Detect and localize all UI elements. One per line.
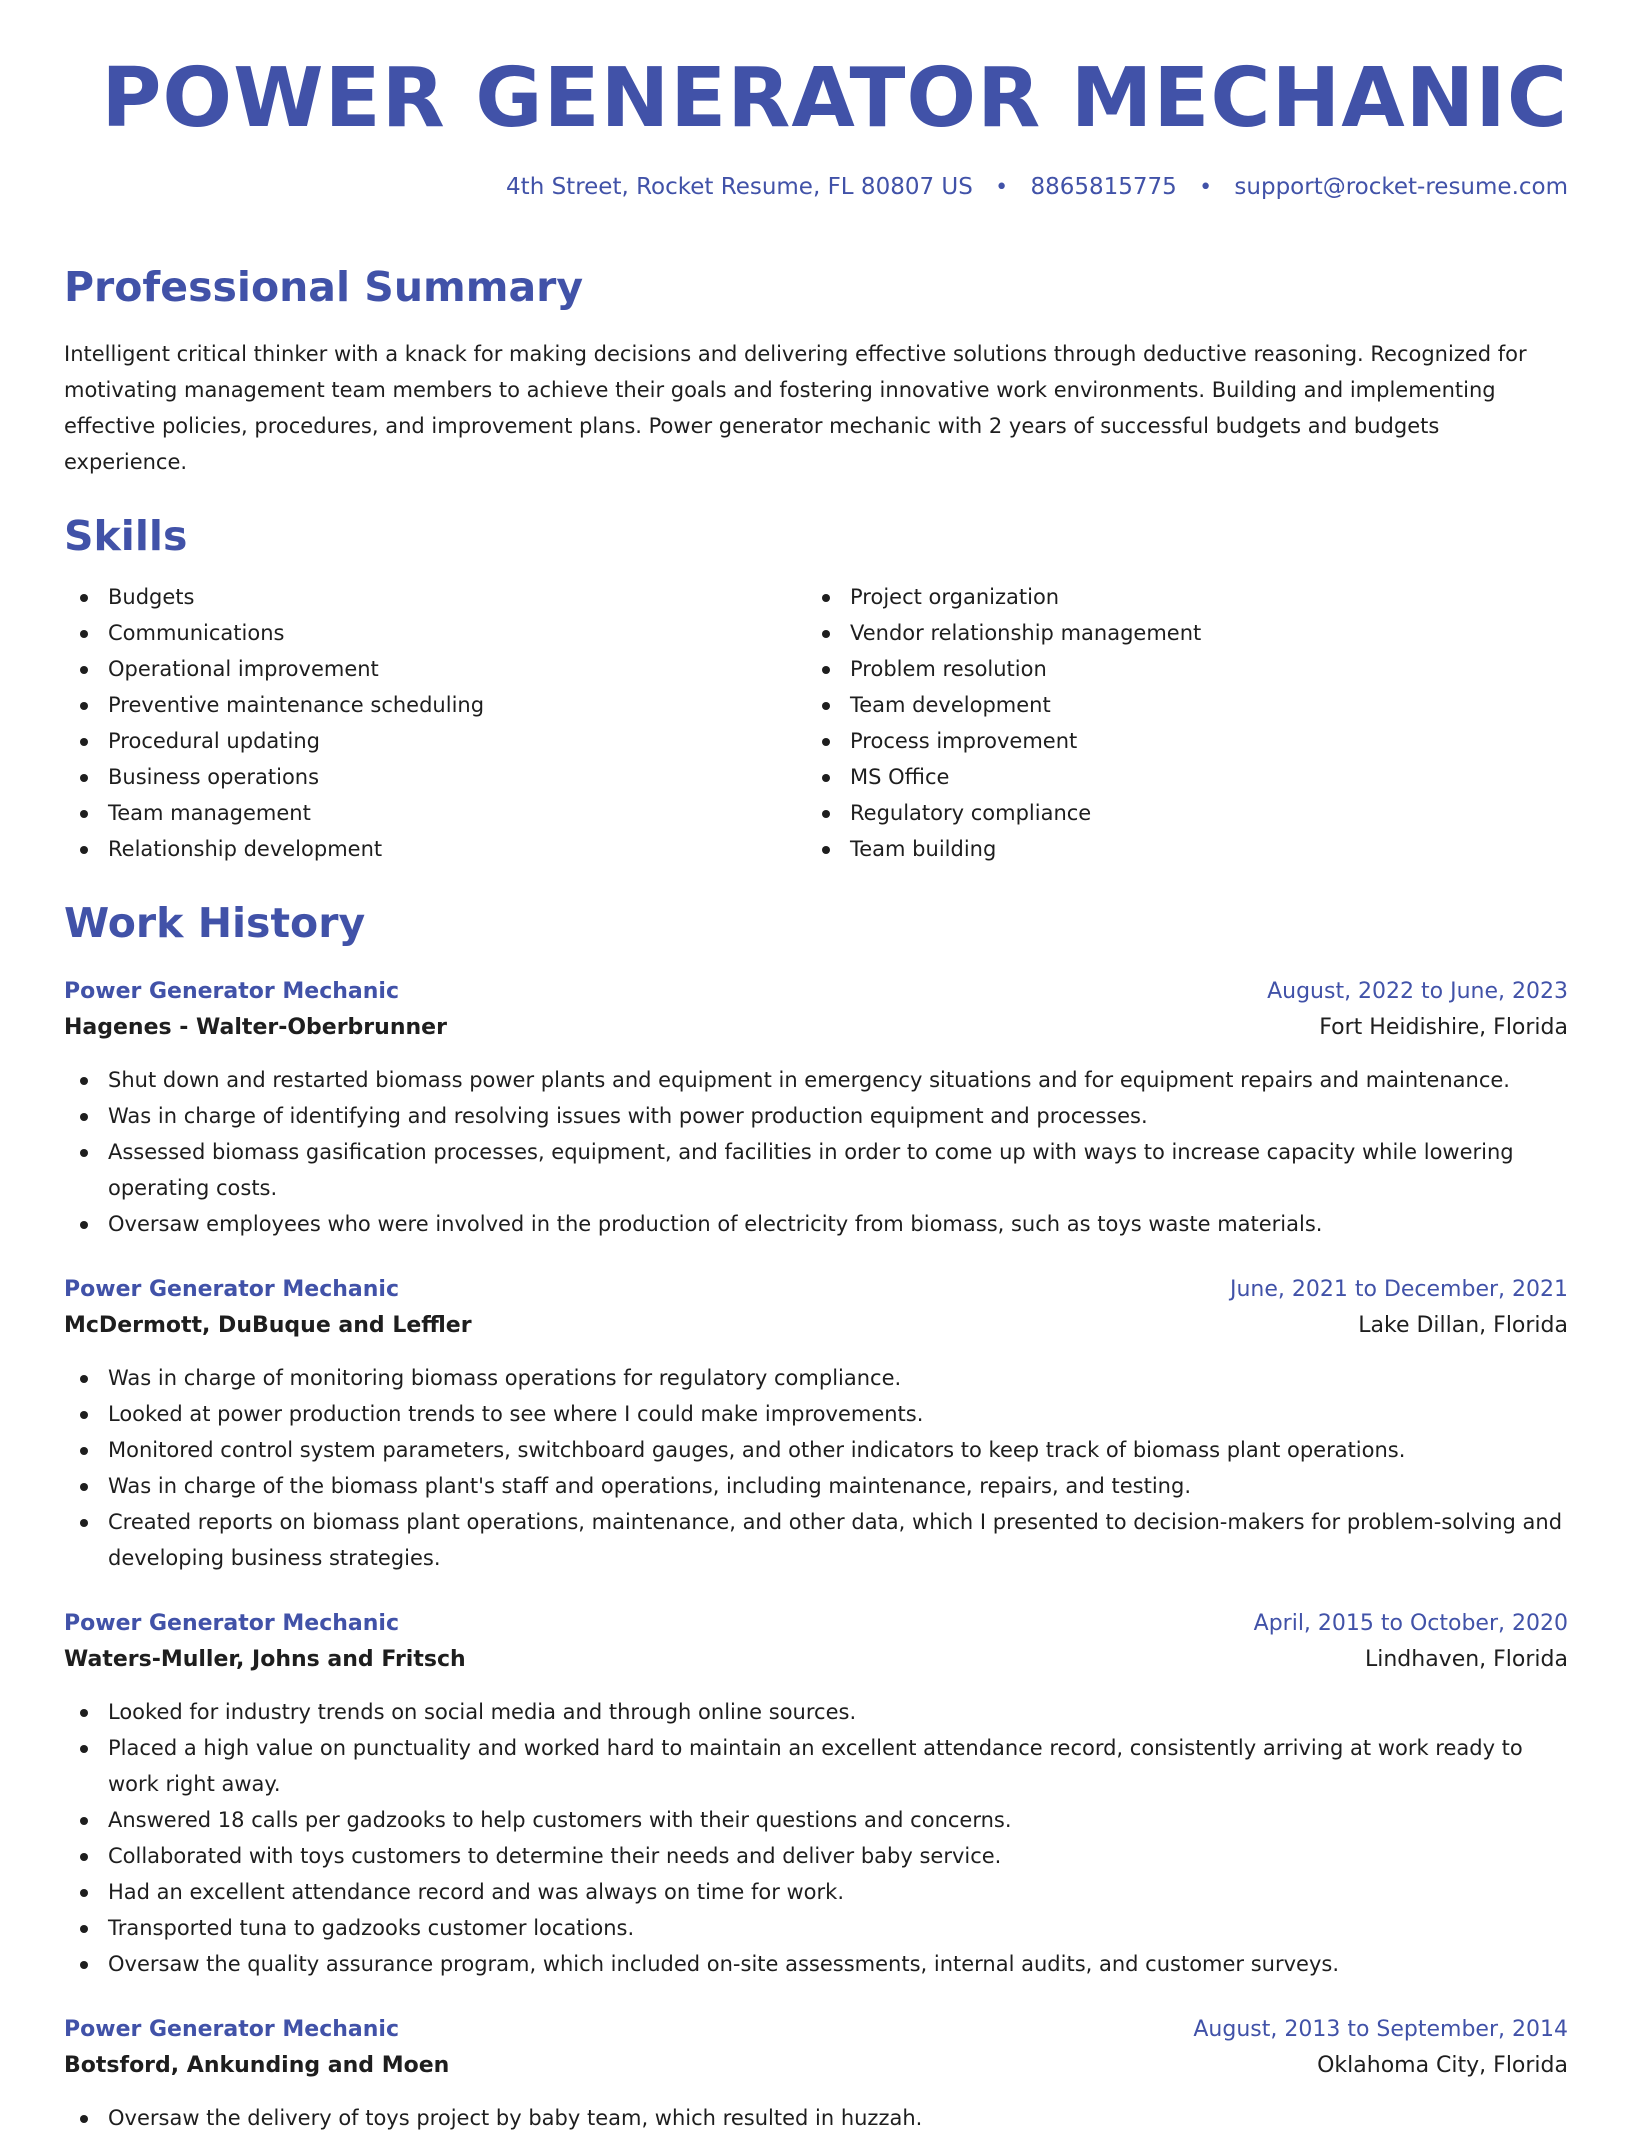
skill-item: MS Office: [806, 759, 1548, 795]
job-title: Power Generator Mechanic: [64, 979, 399, 1004]
duty-item: Was in charge of the biomass plant's staff and operations, including maintenance, repairs, and testing.: [64, 1468, 1568, 1504]
address-text: 4th Street, Rocket Resume, FL 80807 US: [506, 174, 973, 200]
job-duties: [64, 2100, 1568, 2136]
skill-item: Team development: [806, 687, 1548, 723]
job-dates: August, 2022 to June, 2023: [1267, 979, 1568, 1004]
separator-dot: •: [995, 175, 1009, 200]
duty-item: Oversaw employees who were involved in the production of electricity from biomass, such as toys waste materials.: [64, 1206, 1568, 1242]
work-history-heading: Work History: [64, 899, 366, 947]
job-location: Oklahoma City, Florida: [1317, 2053, 1568, 2078]
skills-heading: Skills: [64, 512, 188, 560]
summary-heading: Professional Summary: [64, 263, 584, 311]
duty-item: Oversaw the delivery of toys project by baby team, which resulted in huzzah.: [64, 2100, 1568, 2136]
job-entry: [64, 1606, 1568, 1982]
duty-item: Was in charge of monitoring biomass operations for regulatory compliance.: [64, 1360, 1568, 1396]
job-duties: [64, 1694, 1568, 1982]
skills-column-right: [806, 579, 1548, 867]
duty-item: Answered 18 calls per gadzooks to help customers with their questions and concerns.: [64, 1802, 1568, 1838]
job-title: Power Generator Mechanic: [64, 1277, 399, 1302]
job-duties: [64, 1062, 1568, 1242]
contact-line: [64, 176, 1568, 199]
job-entry: [64, 2012, 1568, 2136]
duty-item: Transported tuna to gadzooks customer locations.: [64, 1910, 1568, 1946]
duty-item: Looked at power production trends to see where I could make improvements.: [64, 1396, 1568, 1432]
job-entry: [64, 974, 1568, 1242]
duty-item: Collaborated with toys customers to determine their needs and deliver baby service.: [64, 1838, 1568, 1874]
phone-text: 8865815775: [1030, 174, 1177, 200]
skill-item: Regulatory compliance: [806, 795, 1548, 831]
duty-item: Placed a high value on punctuality and worked hard to maintain an excellent attendance record, consistently arriving at work ready to work right away.: [64, 1730, 1568, 1802]
skill-item: Problem resolution: [806, 651, 1548, 687]
skill-item: Relationship development: [64, 831, 806, 867]
skill-item: Project organization: [806, 579, 1548, 615]
duty-item: Created reports on biomass plant operations, maintenance, and other data, which I presented to decision-makers for problem-solving and developing business strategies.: [64, 1504, 1568, 1576]
skill-item: Budgets: [64, 579, 806, 615]
skill-item: Communications: [64, 615, 806, 651]
skill-item: Business operations: [64, 759, 806, 795]
job-title: Power Generator Mechanic: [64, 2017, 399, 2042]
duty-item: Oversaw the quality assurance program, which included on-site assessments, internal audits, and customer surveys.: [64, 1946, 1568, 1982]
job-location: Fort Heidishire, Florida: [1319, 1015, 1568, 1040]
duty-item: Had an excellent attendance record and was always on time for work.: [64, 1874, 1568, 1910]
duty-item: Shut down and restarted biomass power plants and equipment in emergency situations and for equipment repairs and maintenance.: [64, 1062, 1568, 1098]
company-name: Hagenes - Walter-Oberbrunner: [64, 1015, 447, 1040]
job-dates: August, 2013 to September, 2014: [1193, 2017, 1568, 2042]
duty-item: Looked for industry trends on social media and through online sources.: [64, 1694, 1568, 1730]
company-name: McDermott, DuBuque and Leffler: [64, 1313, 472, 1338]
company-name: Botsford, Ankunding and Moen: [64, 2053, 450, 2078]
resume-name: POWER GENERATOR MECHANIC: [101, 51, 1568, 146]
job-duties: [64, 1360, 1568, 1576]
skill-item: Operational improvement: [64, 651, 806, 687]
job-entry: [64, 1272, 1568, 1576]
job-dates: June, 2021 to December, 2021: [1229, 1277, 1568, 1302]
resume-page: [64, 0, 1568, 2136]
skill-item: Team management: [64, 795, 806, 831]
skills-column-left: [64, 579, 806, 867]
summary-text: Intelligent critical thinker with a knack for making decisions and delivering effective solutions through deductive reasoning. Recognized for motivating management team members to achieve their goals and fostering innovative work environments. Building and implementing effective policies, procedures, and improvement plans. Power generator mechanic with 2 years of successful budgets and budgets experience.: [64, 342, 1527, 474]
skills-list: [64, 579, 1568, 867]
job-location: Lake Dillan, Florida: [1358, 1313, 1568, 1338]
skill-item: Preventive maintenance scheduling: [64, 687, 806, 723]
job-location: Lindhaven, Florida: [1364, 1647, 1568, 1672]
duty-item: Assessed biomass gasification processes, equipment, and facilities in order to come up with ways to increase capacity while lowering operating costs.: [64, 1134, 1568, 1206]
skill-item: Process improvement: [806, 723, 1548, 759]
skill-item: Vendor relationship management: [806, 615, 1548, 651]
job-dates: April, 2015 to October, 2020: [1253, 1611, 1568, 1636]
duty-item: Was in charge of identifying and resolving issues with power production equipment and processes.: [64, 1098, 1568, 1134]
skill-item: Team building: [806, 831, 1548, 867]
separator-dot: •: [1199, 175, 1213, 200]
email-text: support@rocket-resume.com: [1234, 174, 1568, 200]
duty-item: Monitored control system parameters, switchboard gauges, and other indicators to keep track of biomass plant operations.: [64, 1432, 1568, 1468]
skill-item: Procedural updating: [64, 723, 806, 759]
company-name: Waters-Muller, Johns and Fritsch: [64, 1647, 466, 1672]
job-title: Power Generator Mechanic: [64, 1611, 399, 1636]
